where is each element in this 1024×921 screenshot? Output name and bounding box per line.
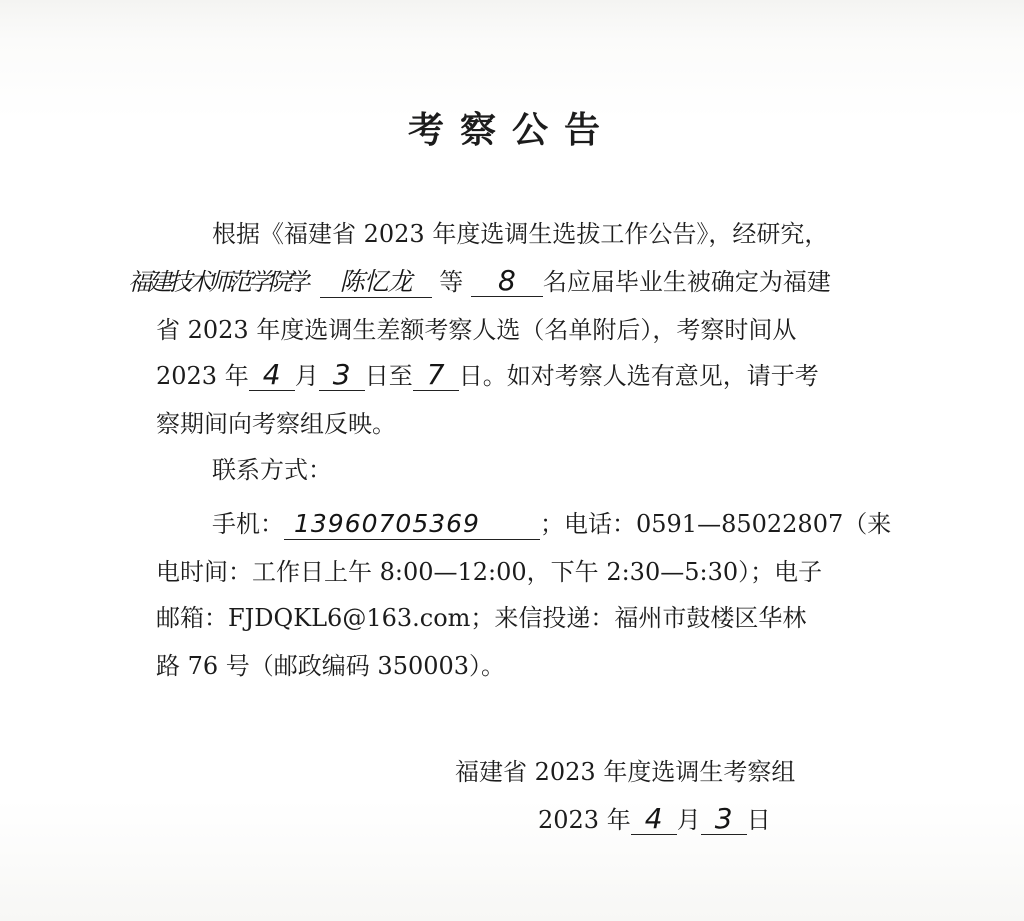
para1-line4: [156, 356, 819, 396]
handwritten-phone-number: 13960705369: [284, 509, 540, 540]
para1-line3: [156, 310, 796, 350]
signature-org: [455, 752, 795, 792]
handwritten-school-name: 福建技术师范学院: [128, 268, 288, 296]
handwritten-end-day: 7: [413, 360, 459, 391]
handwritten-month: 4: [249, 360, 295, 391]
school-suffix: 学: [288, 268, 312, 296]
handwritten-count: 8: [471, 266, 543, 297]
handwritten-signature-month: 4: [631, 804, 677, 835]
para1-line1: [212, 214, 828, 254]
signature-month-label: 月: [676, 806, 701, 834]
para1-line5: [156, 404, 396, 444]
tel-text: ；电话：0591—85022807（来: [540, 510, 892, 538]
contact-line3: [156, 598, 806, 638]
para1-line5-text: 察期间向考察组反映。: [156, 410, 396, 438]
contact-heading: [212, 450, 332, 490]
para1-line2-rest: 名应届毕业生被确定为福建: [542, 268, 831, 296]
line4-prefix: 2023 年: [156, 362, 249, 390]
handwritten-start-day: 3: [319, 360, 365, 391]
para1-line3-text: 省 2023 年度选调生差额考察人选（名单附后），考察时间从: [156, 316, 797, 344]
handwritten-candidate-name: 陈忆龙: [320, 267, 432, 298]
signature-day-label: 日: [746, 806, 771, 834]
contact-heading-text: 联系方式：: [212, 456, 332, 484]
contact-line2: [156, 552, 822, 592]
contact-address-text: 路 76 号（邮政编码 350003）。: [156, 652, 506, 680]
contact-phone-line: [212, 504, 891, 544]
contact-email-text: 邮箱：FJDQKL6@163.com；来信投递：福州市鼓楼区华林: [156, 604, 807, 632]
handwritten-signature-day: 3: [701, 804, 747, 835]
para1-line2: [128, 262, 831, 302]
para1-line1-text: 根据《福建省 2023 年度选调生选拔工作公告》，经研究，: [212, 220, 829, 248]
deng-text: 等: [439, 268, 464, 296]
signature-date-prefix: 2023 年: [538, 806, 631, 834]
line4-rest: 日。如对考察人选有意见，请于考: [458, 362, 819, 390]
contact-hours-text: 电时间：工作日上午 8:00—12:00，下午 2:30—5:30）；电子: [156, 558, 823, 586]
month-label: 月: [294, 362, 319, 390]
page-title: 考察公告: [407, 109, 616, 151]
phone-label: 手机：: [212, 510, 284, 538]
contact-line4: [156, 646, 505, 686]
signature-org-text: 福建省 2023 年度选调生考察组: [455, 758, 796, 786]
signature-date: [538, 800, 771, 840]
day-to-label: 日至: [364, 362, 413, 390]
